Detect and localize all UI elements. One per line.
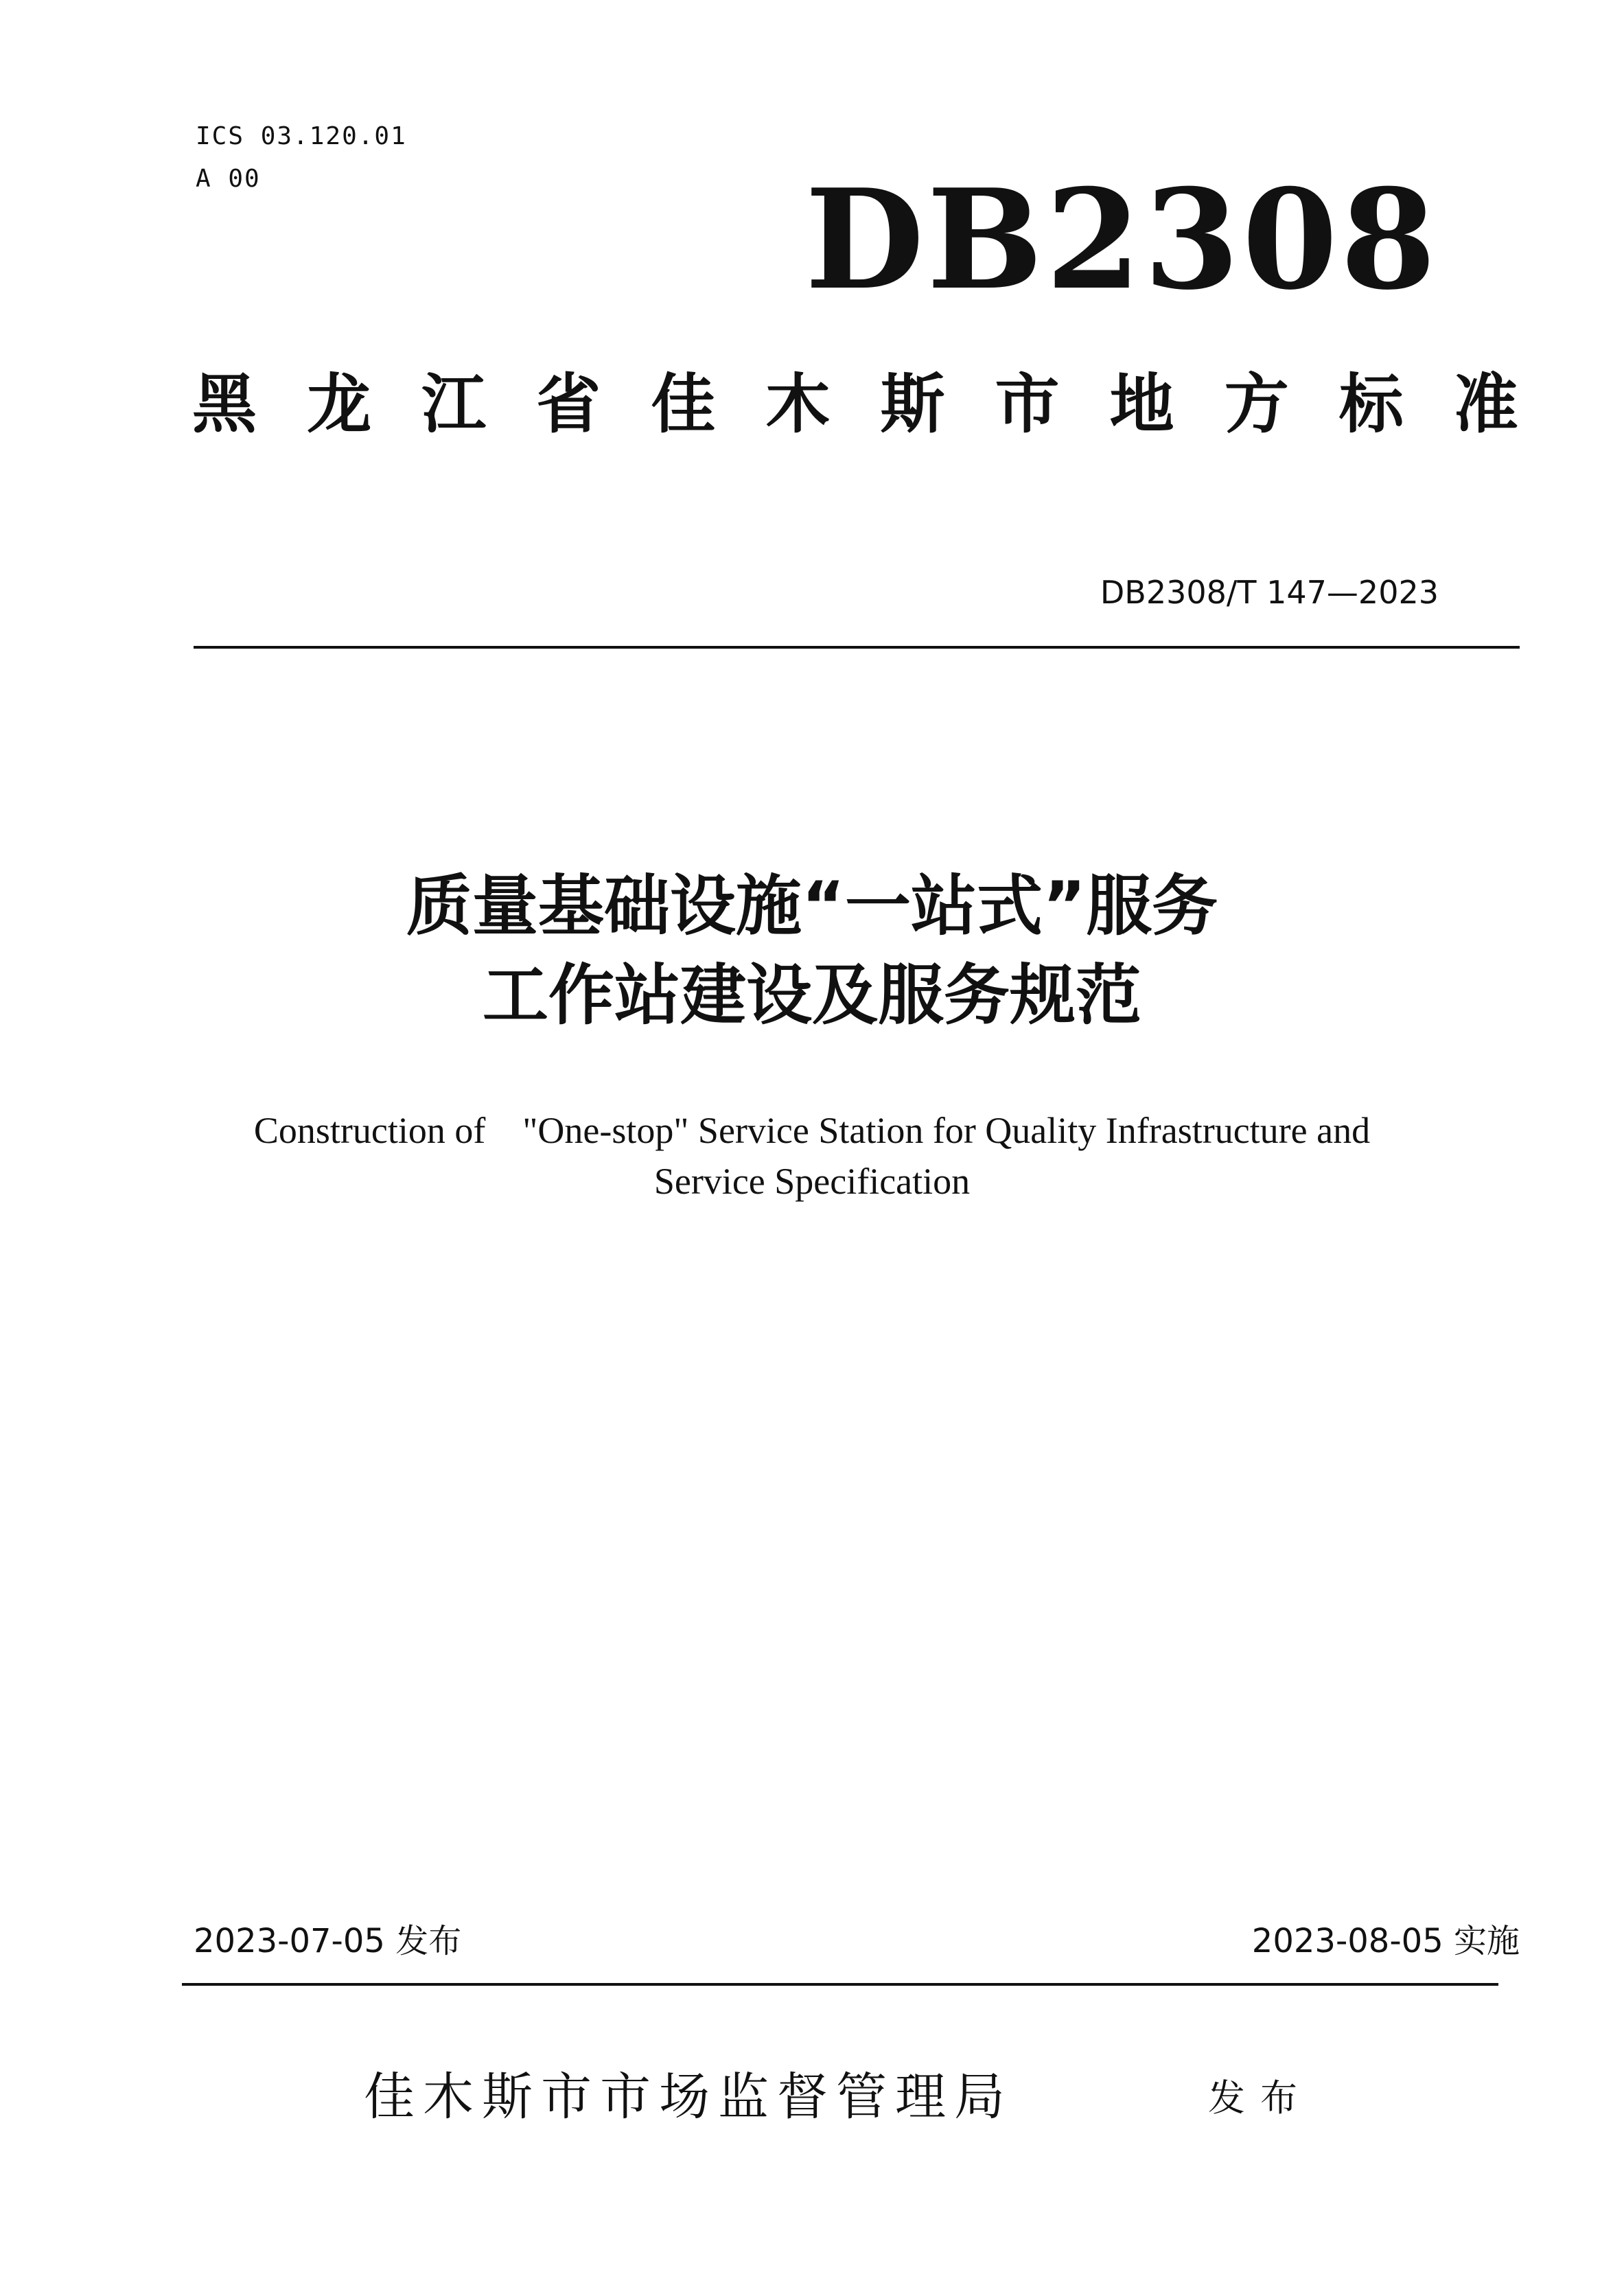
bottom-divider xyxy=(182,1983,1498,1986)
standard-brand-code: DB2308 xyxy=(804,159,1439,321)
top-divider xyxy=(194,646,1520,649)
standard-type-char: 木 xyxy=(765,367,831,442)
standard-type-char: 江 xyxy=(421,367,487,442)
standard-type-char: 地 xyxy=(1109,367,1174,442)
chinese-title-line-1: 质量基础设施“一站式”服务 xyxy=(406,868,1218,944)
standard-type-char: 佳 xyxy=(651,367,716,442)
chinese-title xyxy=(0,861,1624,1040)
standard-type-char: 龙 xyxy=(307,367,372,442)
standard-type-char: 黑 xyxy=(192,367,257,442)
ics-code: ICS 03.120.01 xyxy=(196,122,407,150)
standard-type-heading xyxy=(192,367,1518,442)
standard-number: DB2308/T 147—2023 xyxy=(1100,574,1439,611)
standard-type-char: 方 xyxy=(1224,367,1289,442)
standard-type-char: 准 xyxy=(1453,367,1518,442)
english-title-line-1: Construction of "One-stop" Service Station for Quality Infrastructure and xyxy=(253,1110,1371,1151)
standard-type-char: 斯 xyxy=(880,367,945,442)
release-date: 2023-07-05 发布 xyxy=(194,1922,462,1960)
english-title-line-2: Service Specification xyxy=(653,1161,971,1202)
chinese-title-line-2: 工作站建设及服务规范 xyxy=(483,957,1141,1034)
standard-type-char: 标 xyxy=(1338,367,1404,442)
classification-code: A 00 xyxy=(196,165,261,193)
standard-type-char: 市 xyxy=(995,367,1060,442)
implementation-date: 2023-08-05 实施 xyxy=(1251,1922,1520,1960)
standard-type-char: 省 xyxy=(536,367,601,442)
issuing-authority: 佳木斯市市场监督管理局 xyxy=(364,2067,1013,2126)
issuing-authority-suffix: 发布 xyxy=(1208,2076,1312,2120)
english-title xyxy=(0,1105,1624,1207)
